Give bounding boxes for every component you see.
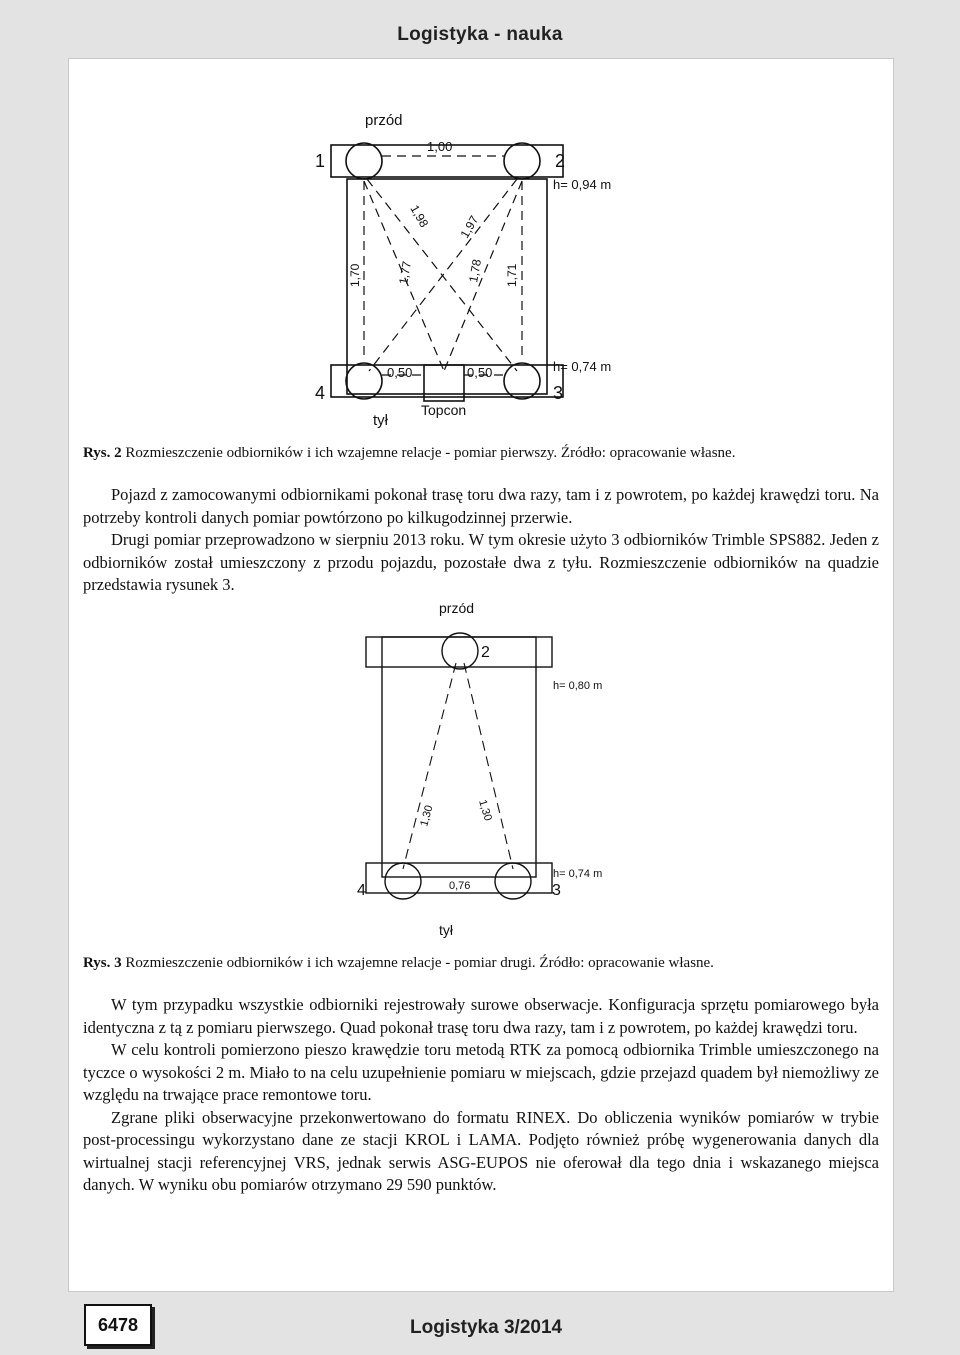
figure-2-caption: [83, 443, 883, 463]
page-number: 6478: [84, 1304, 152, 1346]
paragraph: Drugi pomiar przeprowadzono w sierpniu 2013 roku. W tym okresie użyto 3 odbiorników Trimble SPS882. Jeden z odbiorników został umieszczony z przodu pojazdu, pozostałe dwa z tyłu. Rozmieszczenie odbiorników na quadzie przedstawia rysunek 3.: [83, 530, 879, 594]
dim-inner-left: 1,77: [396, 260, 415, 286]
back-bar: [331, 365, 563, 397]
dim-right: 1,30: [476, 798, 494, 823]
back-label: tył: [373, 412, 388, 429]
dim-front: 1,00: [427, 139, 453, 154]
receiver-3-label: 3: [553, 383, 564, 403]
dim-back-right: 0,50: [467, 365, 493, 380]
journal-title: Logistyka 3/2014: [410, 1317, 563, 1338]
receiver-2: [504, 143, 540, 179]
receiver-1: [346, 143, 382, 179]
paragraph: W tym przypadku wszystkie odbiorniki rejestrowały surowe obserwacje. Konfiguracja sprzętu pomiarowego była identyczna z tą z pomiaru pierwszego. Quad pokonał trasę toru dwa razy, tam i z powrotem, po każdej krawędzi toru.: [83, 995, 879, 1037]
h-back: h= 0,74 m: [553, 359, 612, 374]
dim-right: 1,71: [505, 263, 519, 287]
body-text-1: [83, 484, 879, 597]
receiver-4-label: 4: [357, 882, 366, 899]
figure-3-caption-label: Rys. 3: [83, 955, 122, 971]
figure-3-diagram: [353, 593, 643, 945]
front-bar: [366, 637, 552, 667]
page-content: [68, 58, 894, 1292]
paragraph: Zgrane pliki obserwacyjne przekonwertowano do formatu RINEX. Do obliczenia wyników pomiarów w trybie post-processingu wykorzystano dane ze stacji KROL i LAMA. Podjęto również próbę wygenerowania danych dla wirtualnej stacji referencyjnej VRS, jednak serwis ASG-EUPOS nie oferował dla tego dnia i wskazanego miejsca danych. W wyniku obu pomiarów otrzymano 29 590 punktów.: [83, 1107, 879, 1194]
topcon-box: [424, 365, 464, 401]
dim-inner-right: 1,78: [466, 258, 485, 284]
front-label: przód: [439, 600, 475, 616]
receiver-3-label: 3: [552, 882, 561, 899]
figure-3-caption: [83, 953, 883, 973]
dim-diag-b: 1,97: [457, 213, 482, 241]
figure-2-caption-label: Rys. 2: [83, 445, 122, 461]
front-label: przód: [365, 112, 403, 129]
paragraph: W celu kontroli pomierzono pieszo krawędzie toru metodą RTK za pomocą odbiornika Trimble umieszczonego na tyczce o wysokości 2 m. Miało to na celu uzupełnienie pomiaru w miejscach, gdzie przejazd quadem był niemożliwy ze względu na trwające prace remontowe toru.: [83, 1040, 879, 1104]
figure-2-caption-text: Rozmieszczenie odbiorników i ich wzajemne relacje - pomiar pierwszy. Źródło: opracowanie własne.: [121, 445, 736, 461]
h-back: h= 0,74 m: [553, 868, 603, 880]
paragraph: Pojazd z zamocowanymi odbiornikami pokonał trasę toru dwa razy, tam i z powrotem, po każdej krawędzi toru. Na potrzeby kontroli danych pomiar powtórzono po kilkugodzinnej przerwie.: [83, 485, 879, 527]
dim-left: 1,30: [418, 803, 436, 828]
figure-3-caption-text: Rozmieszczenie odbiorników i ich wzajemne relacje - pomiar drugi. Źródło: opracowanie własne.: [121, 955, 714, 971]
receiver-2-label: 2: [481, 644, 490, 661]
device-label: Topcon: [421, 402, 467, 418]
dim-back: 0,76: [449, 880, 471, 892]
dim-diag-a: 1,98: [407, 202, 432, 230]
figure-2-diagram: [317, 109, 677, 439]
receiver-1-label: 1: [315, 151, 326, 171]
receiver-4-label: 4: [315, 383, 326, 403]
body-text-2: [83, 994, 879, 1197]
dim-back-left: 0,50: [387, 365, 413, 380]
vehicle-outline: [382, 637, 536, 877]
h-front: h= 0,80 m: [553, 680, 603, 692]
back-label: tył: [439, 922, 453, 938]
dim-left: 1,70: [348, 263, 362, 287]
running-header: Logistyka - nauka: [397, 24, 563, 45]
receiver-2: [442, 633, 478, 669]
h-front: h= 0,94 m: [553, 177, 612, 192]
receiver-2-label: 2: [555, 151, 566, 171]
